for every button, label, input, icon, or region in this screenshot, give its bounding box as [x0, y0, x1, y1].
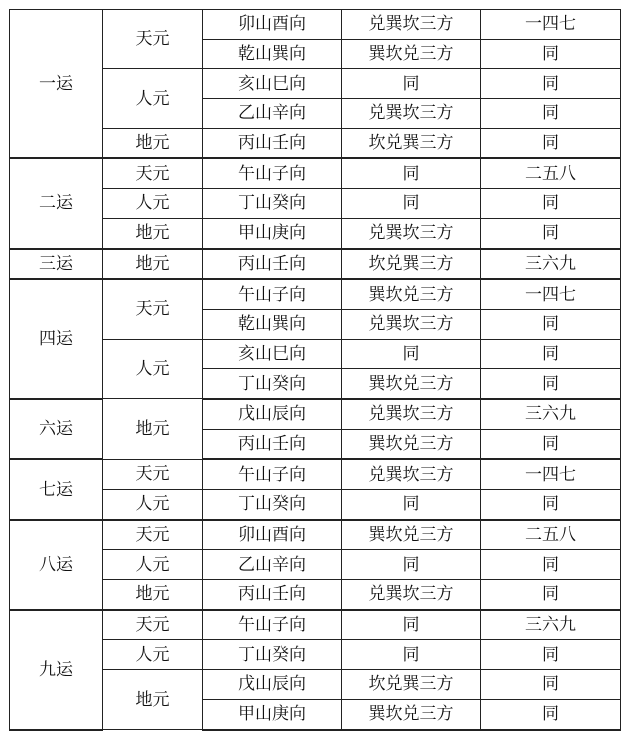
- yuan-cell: 天元: [103, 520, 203, 550]
- sanfang-cell: 坎兑巽三方: [342, 249, 481, 280]
- sanfang-cell: 巽坎兑三方: [342, 429, 481, 459]
- sanfang-cell: 同: [342, 339, 481, 369]
- yuan-cell: 人元: [103, 550, 203, 580]
- yun-cell: 六运: [10, 399, 103, 459]
- yuan-cell: 地元: [103, 218, 203, 248]
- sanfang-cell: 同: [342, 640, 481, 670]
- number-cell: 同: [481, 490, 621, 520]
- yuan-cell: 地元: [103, 249, 203, 280]
- sanfang-cell: 兑巽坎三方: [342, 10, 481, 40]
- sanfang-cell: 兑巽坎三方: [342, 309, 481, 339]
- table-row: [10, 399, 621, 429]
- yuan-cell: 地元: [103, 399, 203, 459]
- number-cell: 三六九: [481, 399, 621, 429]
- number-cell: 三六九: [481, 249, 621, 280]
- table-row: [10, 520, 621, 550]
- number-cell: 同: [481, 309, 621, 339]
- mountain-direction-cell: 丁山癸向: [203, 369, 342, 399]
- yuan-cell: 人元: [103, 339, 203, 399]
- yun-cell: 一运: [10, 10, 103, 159]
- sanfang-cell: 兑巽坎三方: [342, 459, 481, 489]
- table-row: [10, 279, 621, 309]
- mountain-direction-cell: 乾山巽向: [203, 309, 342, 339]
- mountain-direction-cell: 丙山壬向: [203, 128, 342, 158]
- mountain-direction-cell: 丁山癸向: [203, 640, 342, 670]
- yuan-cell: 天元: [103, 459, 203, 489]
- yuan-cell: 人元: [103, 189, 203, 219]
- table-row: [10, 610, 621, 640]
- sanfang-cell: 同: [342, 490, 481, 520]
- sanfang-cell: 同: [342, 610, 481, 640]
- yun-cell: 九运: [10, 610, 103, 730]
- mountain-direction-cell: 乙山辛向: [203, 99, 342, 129]
- number-cell: 二五八: [481, 158, 621, 188]
- yuan-cell: 人元: [103, 69, 203, 128]
- mountain-direction-cell: 亥山巳向: [203, 69, 342, 99]
- table-row: [10, 10, 621, 40]
- mountain-direction-cell: 乙山辛向: [203, 550, 342, 580]
- mountain-direction-cell: 午山子向: [203, 459, 342, 489]
- mountain-direction-cell: 午山子向: [203, 158, 342, 188]
- sanfang-cell: 巽坎兑三方: [342, 39, 481, 69]
- sanfang-cell: 同: [342, 189, 481, 219]
- yuan-cell: 地元: [103, 670, 203, 730]
- sanfang-cell: 巽坎兑三方: [342, 699, 481, 729]
- yuan-cell: 天元: [103, 610, 203, 640]
- yun-cell: 七运: [10, 459, 103, 519]
- sanfang-cell: 巽坎兑三方: [342, 369, 481, 399]
- yun-cell: 二运: [10, 158, 103, 248]
- mountain-direction-cell: 甲山庚向: [203, 699, 342, 729]
- number-cell: 一四七: [481, 10, 621, 40]
- sanfang-cell: 兑巽坎三方: [342, 218, 481, 248]
- sanfang-cell: 同: [342, 550, 481, 580]
- mountain-direction-cell: 亥山巳向: [203, 339, 342, 369]
- mountain-direction-cell: 戊山辰向: [203, 399, 342, 429]
- yuan-cell: 天元: [103, 158, 203, 188]
- number-cell: 三六九: [481, 610, 621, 640]
- mountain-direction-cell: 午山子向: [203, 610, 342, 640]
- sanfang-cell: 坎兑巽三方: [342, 128, 481, 158]
- number-cell: 同: [481, 429, 621, 459]
- mountain-direction-cell: 丙山壬向: [203, 249, 342, 280]
- sanfang-cell: 巽坎兑三方: [342, 520, 481, 550]
- number-cell: 同: [481, 640, 621, 670]
- number-cell: 同: [481, 128, 621, 158]
- mountain-direction-cell: 午山子向: [203, 279, 342, 309]
- number-cell: 同: [481, 99, 621, 129]
- table-row: [10, 459, 621, 489]
- table-body: [10, 10, 621, 730]
- yun-cell: 四运: [10, 279, 103, 399]
- mountain-direction-cell: 乾山巽向: [203, 39, 342, 69]
- yuan-cell: 地元: [103, 580, 203, 610]
- yun-cell: 三运: [10, 249, 103, 280]
- yuan-cell: 天元: [103, 10, 203, 69]
- number-cell: 二五八: [481, 520, 621, 550]
- number-cell: 同: [481, 369, 621, 399]
- mountain-direction-cell: 丁山癸向: [203, 490, 342, 520]
- mountain-direction-cell: 丙山壬向: [203, 429, 342, 459]
- sanfang-cell: 同: [342, 69, 481, 99]
- number-cell: 同: [481, 580, 621, 610]
- mountain-direction-cell: 卯山酉向: [203, 10, 342, 40]
- sanfang-cell: 兑巽坎三方: [342, 99, 481, 129]
- mountain-direction-cell: 甲山庚向: [203, 218, 342, 248]
- sanfang-cell: 兑巽坎三方: [342, 580, 481, 610]
- number-cell: 一四七: [481, 459, 621, 489]
- yun-direction-table: [9, 9, 621, 731]
- number-cell: 同: [481, 699, 621, 729]
- sanfang-cell: 兑巽坎三方: [342, 399, 481, 429]
- number-cell: 同: [481, 218, 621, 248]
- number-cell: 同: [481, 189, 621, 219]
- yuan-cell: 人元: [103, 640, 203, 670]
- yuan-cell: 地元: [103, 128, 203, 158]
- number-cell: 同: [481, 69, 621, 99]
- number-cell: 同: [481, 39, 621, 69]
- number-cell: 同: [481, 339, 621, 369]
- yuan-cell: 天元: [103, 279, 203, 339]
- mountain-direction-cell: 卯山酉向: [203, 520, 342, 550]
- sanfang-cell: 巽坎兑三方: [342, 279, 481, 309]
- sanfang-cell: 同: [342, 158, 481, 188]
- mountain-direction-cell: 丙山壬向: [203, 580, 342, 610]
- number-cell: 一四七: [481, 279, 621, 309]
- mountain-direction-cell: 戊山辰向: [203, 670, 342, 700]
- table-row: [10, 158, 621, 188]
- yun-cell: 八运: [10, 520, 103, 610]
- sanfang-cell: 坎兑巽三方: [342, 670, 481, 700]
- number-cell: 同: [481, 670, 621, 700]
- table-row: [10, 249, 621, 280]
- mountain-direction-cell: 丁山癸向: [203, 189, 342, 219]
- yuan-cell: 人元: [103, 490, 203, 520]
- number-cell: 同: [481, 550, 621, 580]
